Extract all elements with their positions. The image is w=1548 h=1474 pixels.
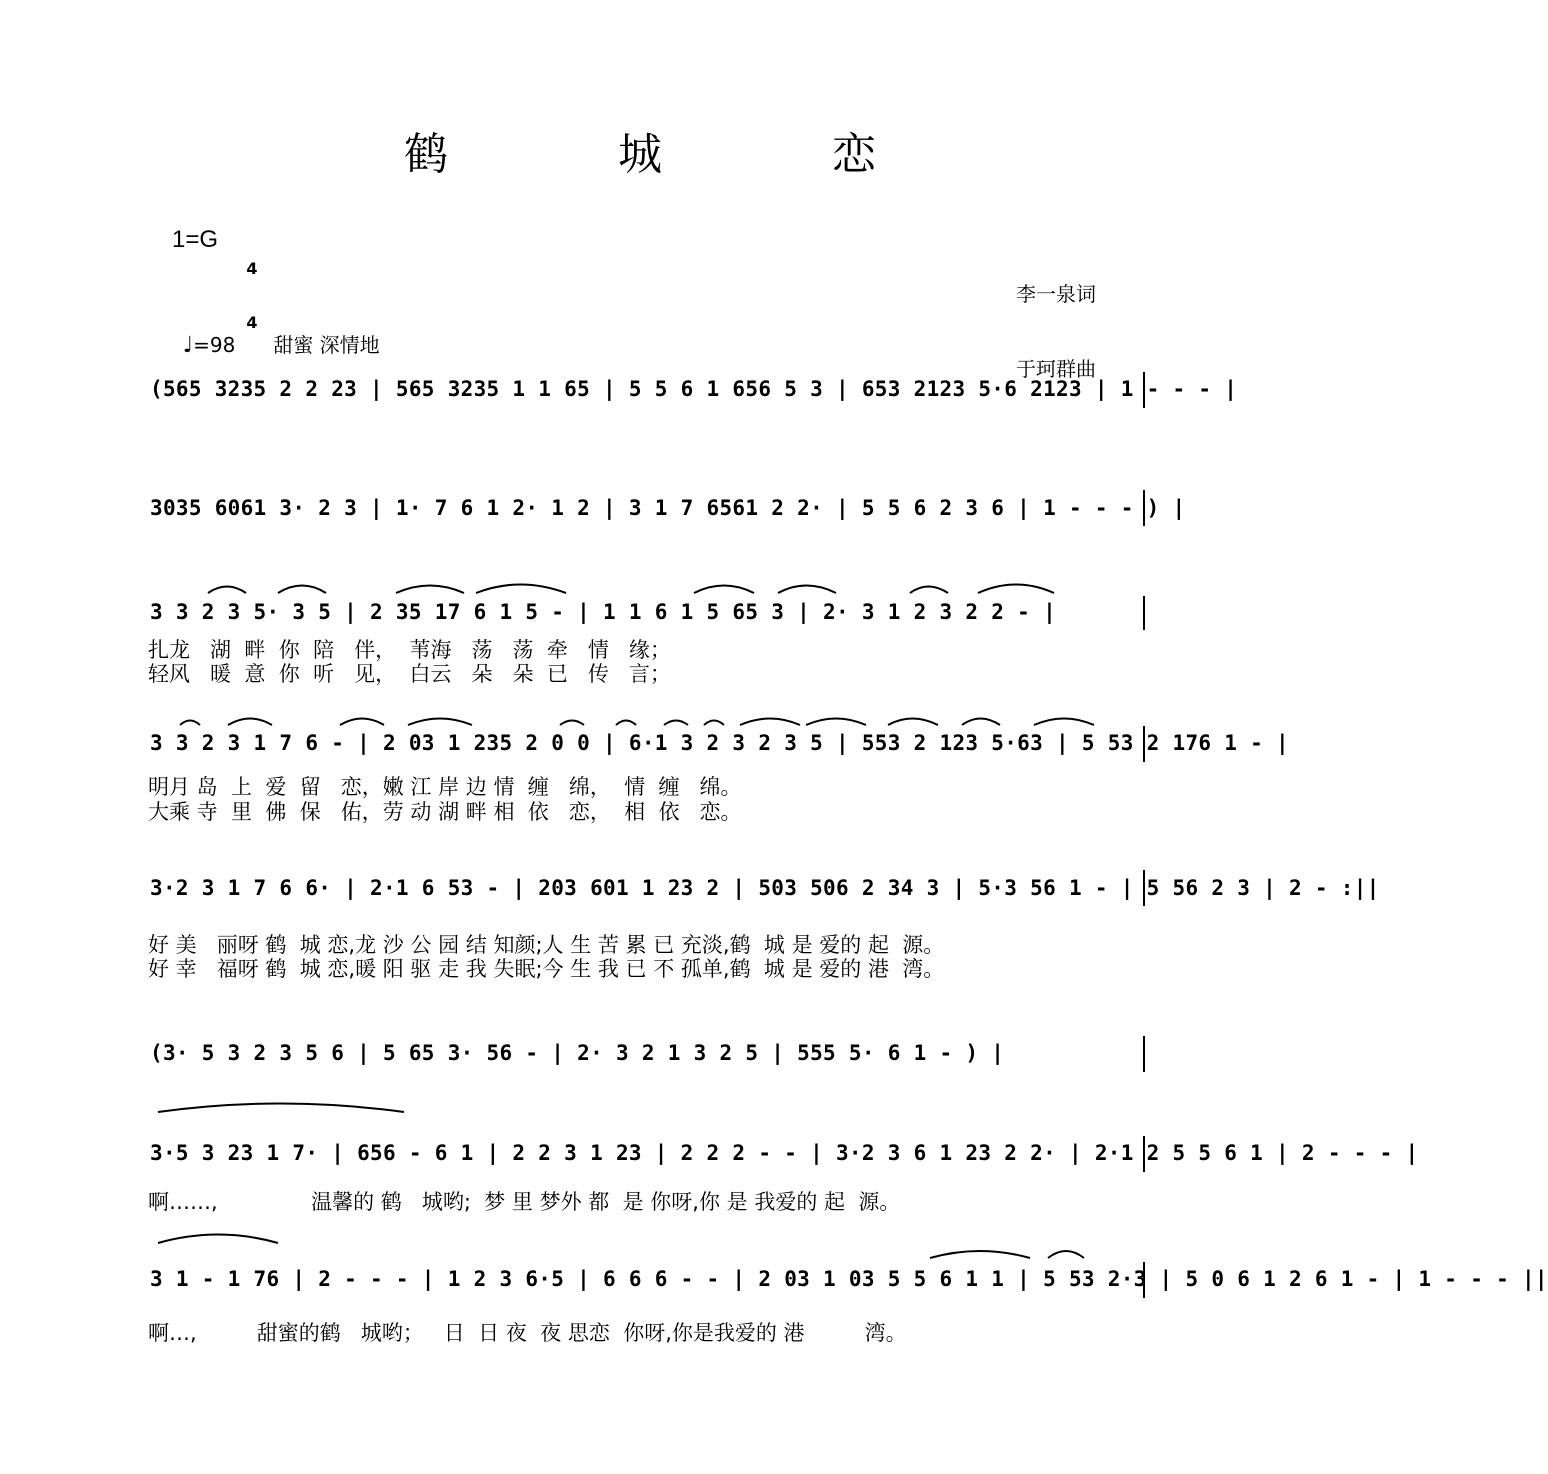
- lyric-line-5-verse-2: 好 幸 福呀 鹤 城 恋,暖 阳 驱 走 我 失眠;今 生 我 已 不 孤单,鹤 城 是 爱的 港 湾。: [148, 957, 945, 981]
- slur-mark: [978, 585, 1054, 594]
- slur-mark: [664, 721, 688, 726]
- slur-mark: [962, 719, 1000, 726]
- slur-mark: [616, 721, 636, 726]
- slur-mark: [806, 719, 866, 726]
- slur-mark: [888, 719, 938, 726]
- notation-line-4: 3 3 2 3 1 7 6 - | 2 03 1 235 2 0 0 | 6·1 3 2 3 2 3 5 | 553 2 123 5·63 | 5 53 2 176 1 - |: [150, 731, 1289, 755]
- notation-line-3: 3 3 2 3 5· 3 5 | 2 35 17 6 1 5 - | 1 1 6 1 5 65 3 | 2· 3 1 2 3 2 2 - |: [150, 600, 1057, 624]
- lyric-line-8: 啊…, 甜蜜的鹤 城哟； 日 日 夜 夜 思恋 你呀,你是我爱的 港 湾。: [148, 1321, 907, 1345]
- slur-mark: [408, 719, 472, 726]
- slur-mark: [930, 1251, 1030, 1258]
- notation-line-5: 3·2 3 1 7 6 6· | 2·1 6 53 - | 203 601 1 23 2 | 503 506 2 34 3 | 5·3 56 1 - | 5 56 2 3 | 2 - :||: [150, 876, 1380, 900]
- slur-mark: [778, 586, 836, 594]
- slur-mark: [340, 719, 384, 726]
- notation-line-8: 3 1 - 1 76 | 2 - - - | 1 2 3 6·5 | 6 6 6 - - | 2 03 1 03 5 5 6 1 1 | 5 53 2·3 | 5 0 6 1 2 6 1 - | 1 - - - ||: [150, 1267, 1548, 1291]
- quarter-note-icon: ♩: [182, 333, 194, 358]
- slur-mark: [740, 719, 800, 726]
- slur-mark: [278, 586, 326, 594]
- slur-mark: [208, 587, 246, 594]
- lyric-line-5-verse-1: 好 美 丽呀 鹤 城 恋,龙 沙 公 园 结 知颜;人 生 苦 累 已 充淡,鹤 城 是 爱的 起 源。: [148, 933, 945, 957]
- key-signature: 1=G: [172, 226, 219, 253]
- notation-line-1: (565 3235 2 2 23 | 565 3235 1 1 65 | 5 5 6 1 656 5 3 | 653 2123 5·6 2123 | 1 - - - |: [150, 377, 1238, 401]
- song-title: 鹤 城 恋: [404, 129, 954, 180]
- slur-mark: [158, 1235, 278, 1244]
- slur-mark: [158, 1104, 404, 1113]
- notation-line-2: 3035 6061 3· 2 3 | 1· 7 6 1 2· 1 2 | 3 1 7 6561 2 2· | 5 5 6 2 3 6 | 1 - - - ) |: [150, 496, 1186, 520]
- lyric-line-4-verse-1: 明月 岛 上 爱 留 恋，嫩 江 岸 边 情 缠 绵， 情 缠 绵。: [148, 775, 742, 799]
- time-signature-bottom: 4: [246, 313, 258, 332]
- slur-mark: [704, 721, 724, 726]
- lyric-line-4-verse-2: 大乘 寺 里 佛 保 佑，劳 动 湖 畔 相 依 恋， 相 依 恋。: [148, 800, 742, 824]
- lyricist-credit: 李一泉词: [1016, 282, 1096, 306]
- expression-marking: 甜蜜 深情地: [273, 333, 380, 357]
- slur-mark: [1034, 719, 1094, 726]
- tempo-bpm: =98: [193, 333, 236, 357]
- slur-mark: [396, 586, 464, 594]
- slur-mark: [1048, 1251, 1084, 1258]
- lyric-line-7: 啊……, 温馨的 鹤 城哟; 梦 里 梦外 都 是 你呀,你 是 我爱的 起 源。: [148, 1190, 901, 1214]
- lyric-line-3-verse-1: 扎龙 湖 畔 你 陪 伴， 苇海 荡 荡 牵 情 缘；: [148, 638, 671, 662]
- notation-line-6: (3· 5 3 2 3 5 6 | 5 65 3· 56 - | 2· 3 2 1 3 2 5 | 555 5· 6 1 - ) |: [150, 1041, 1005, 1065]
- slur-mark: [228, 719, 272, 726]
- slur-mark: [694, 586, 754, 594]
- time-signature-top: 4: [246, 259, 258, 278]
- slur-mark: [910, 587, 948, 594]
- slur-mark: [560, 721, 584, 726]
- slur-mark: [476, 585, 566, 594]
- composer-credit: 于珂群曲: [1016, 357, 1096, 381]
- lyric-line-3-verse-2: 轻风 暖 意 你 听 见， 白云 朵 朵 已 传 言；: [148, 662, 671, 686]
- slur-mark: [180, 721, 200, 726]
- notation-line-7: 3·5 3 23 1 7· | 656 - 6 1 | 2 2 3 1 23 | 2 2 2 - - | 3·2 3 6 1 23 2 2· | 2·1 2 5 5 6 1 | 2 - - - |: [150, 1141, 1419, 1165]
